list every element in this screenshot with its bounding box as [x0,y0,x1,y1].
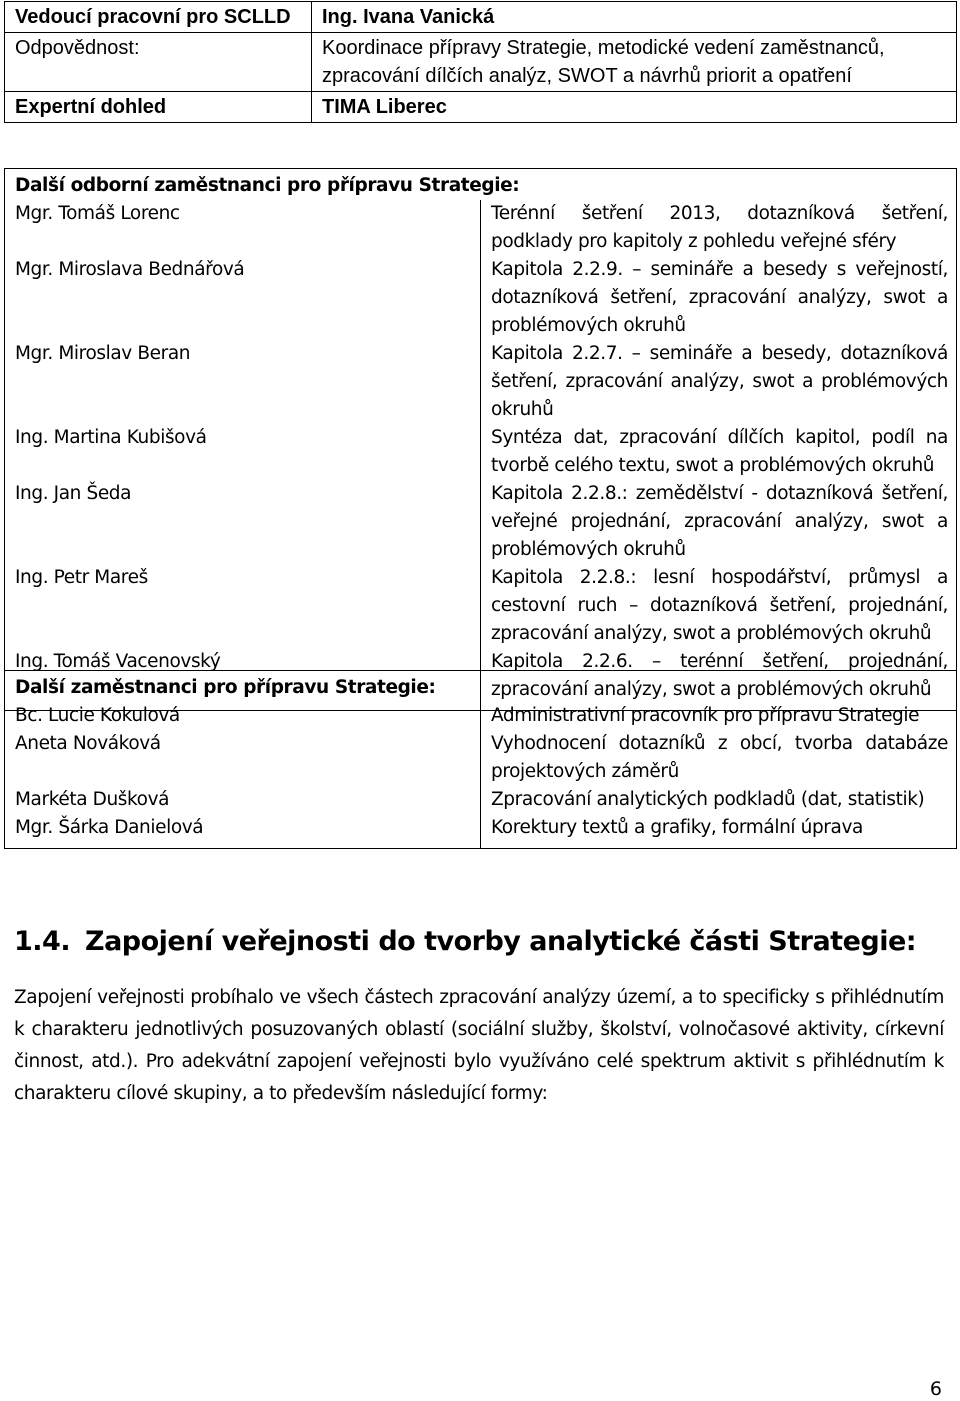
row-label: Expertní dohled [5,92,312,123]
section-heading: Další odborní zaměstnanci pro přípravu Strategie: [5,169,957,201]
staff-task: Kapitola 2.2.9. – semináře a besedy s veřejností, dotazníková šetření, zpracování analýzy, swot a problémových okruhů [481,256,957,340]
row-value: Koordinace přípravy Strategie, metodické vedení zaměstnanců, zpracování dílčích analýz, SWOT a návrhů priorit a opatření [312,33,957,92]
staff-name: Mgr. Miroslav Beran [5,340,481,424]
table-row [5,564,957,648]
staff-name: Mgr. Šárka Danielová [5,814,481,849]
staff-task: Kapitola 2.2.6. – terénní šetření, projednání, zpracování analýzy, swot a problémových okruhů [481,648,957,711]
staff-task: Kapitola 2.2.8.: zemědělství - dotazníková šetření, veřejné projednání, zpracování analýzy, swot a problémových okruhů [481,480,957,564]
row-label: Odpovědnost: [5,33,312,92]
table-heading-row [5,671,957,703]
responsibility-table [4,1,957,123]
expert-staff-table [4,168,957,711]
staff-name: Aneta Nováková [5,730,481,786]
table-row [5,424,957,480]
staff-name: Ing. Petr Mareš [5,564,481,648]
staff-name: Bc. Lucie Kokulová [5,702,481,730]
staff-name: Ing. Martina Kubišová [5,424,481,480]
section-title: Zapojení veřejnosti do tvorby analytické části Strategie: [85,926,917,957]
staff-name: Ing. Jan Šeda [5,480,481,564]
row-value: TIMA Liberec [312,92,957,123]
staff-task: Kapitola 2.2.7. – semináře a besedy, dotazníková šetření, zpracování analýzy, swot a problémových okruhů [481,340,957,424]
table-row [5,480,957,564]
row-value: Ing. Ivana Vanická [312,2,957,33]
staff-name: Mgr. Tomáš Lorenc [5,200,481,256]
staff-task: Korektury textů a grafiky, formální úprava [481,814,957,849]
table-row [5,2,957,33]
table-row [5,33,957,92]
staff-task: Zpracování analytických podkladů (dat, statistik) [481,786,957,814]
table-row [5,200,957,256]
table-row [5,814,957,849]
table-row [5,730,957,786]
row-label: Vedoucí pracovní pro SCLLD [5,2,312,33]
table-row [5,256,957,340]
staff-task: Syntéza dat, zpracování dílčích kapitol, podíl na tvorbě celého textu, swot a problémových okruhů [481,424,957,480]
other-staff-table [4,670,957,849]
table-row [5,702,957,730]
table-row [5,340,957,424]
section-heading-1-4 [14,920,944,964]
table-row [5,786,957,814]
staff-name: Markéta Dušková [5,786,481,814]
page-number: 6 [929,1378,942,1400]
section-paragraph: Zapojení veřejnosti probíhalo ve všech částech zpracování analýzy území, a to specificky s přihlédnutím k charakteru jednotlivých posuzovaných oblastí (sociální služby, školství, volnočasové aktivity, církevní činnost, atd.). Pro adekvátní zapojení veřejnosti bylo využíváno celé spektrum aktivit s přihlédnutím k charakteru cílové skupiny, a to především následující formy: [14,987,944,1104]
staff-task: Administrativní pracovník pro přípravu Strategie [481,702,957,730]
staff-task: Terénní šetření 2013, dotazníková šetření, podklady pro kapitoly z pohledu veřejné sféry [481,200,957,256]
table-row [5,92,957,123]
section-heading: Další zaměstnanci pro přípravu Strategie: [5,671,957,703]
staff-name: Mgr. Miroslava Bednářová [5,256,481,340]
staff-task: Vyhodnocení dotazníků z obcí, tvorba databáze projektových záměrů [481,730,957,786]
table-heading-row [5,169,957,201]
section-number: 1.4. [14,926,71,957]
staff-task: Kapitola 2.2.8.: lesní hospodářství, průmysl a cestovní ruch – dotazníková šetření, projednání, zpracování analýzy, swot a problémových okruhů [481,564,957,648]
staff-name: Ing. Tomáš Vacenovský [5,648,481,711]
